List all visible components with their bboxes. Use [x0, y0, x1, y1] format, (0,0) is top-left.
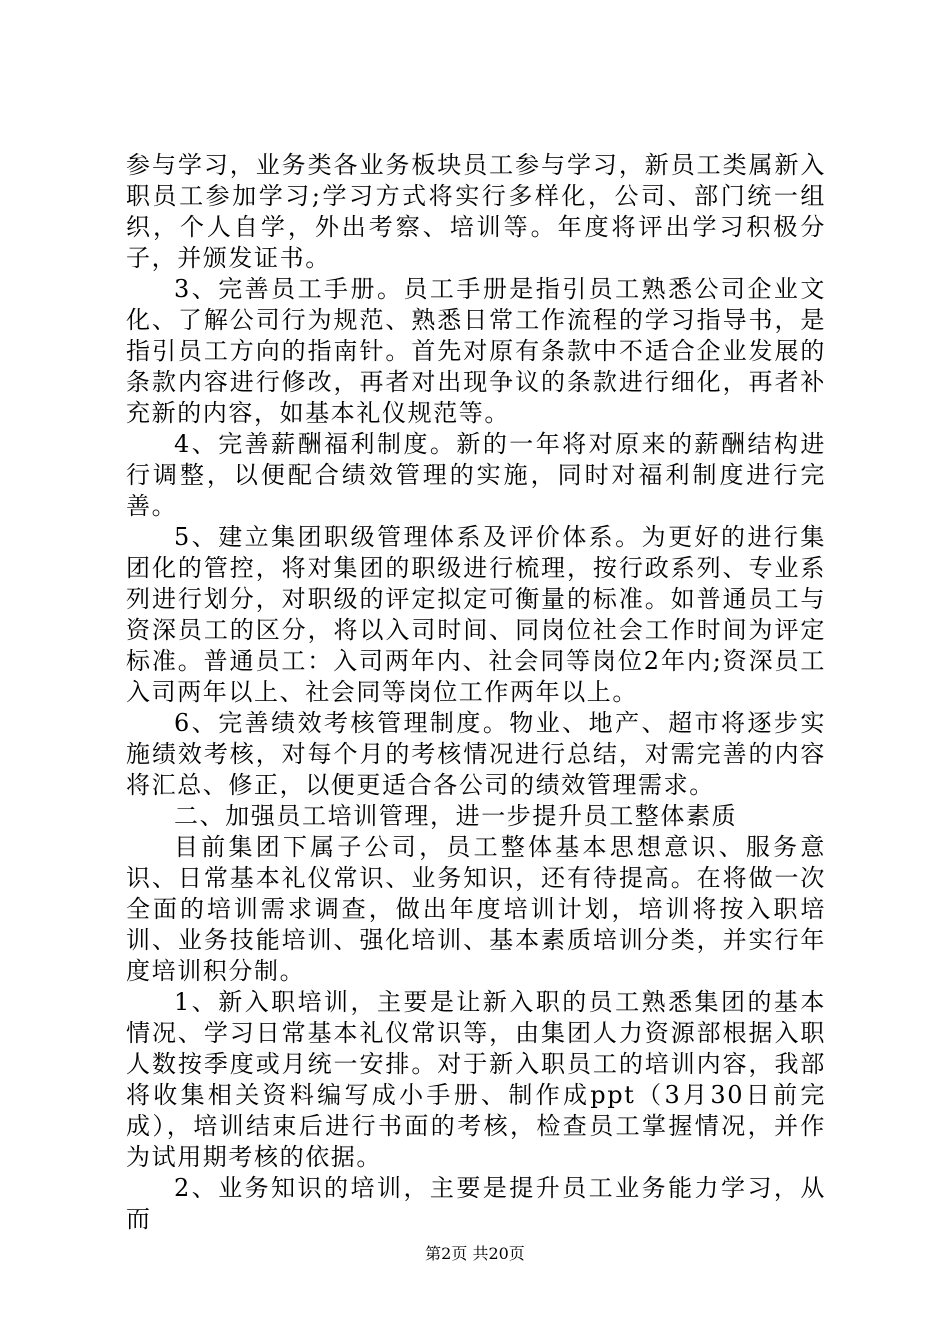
paragraph-employee-handbook: 3、完善员工手册。员工手册是指引员工熟悉公司企业文化、了解公司行为规范、熟悉日常工作流程的学习指导书，是指引员工方向的指南针。首先对原有条款中不适合企业发展的条款内容进行修改，再者对出现争议的条款进行细化，再者补充新的内容，如基本礼仪规范等。 [126, 275, 826, 427]
paragraph-compensation: 4、完善薪酬福利制度。新的一年将对原来的薪酬结构进行调整，以便配合绩效管理的实施，同时对福利制度进行完善。 [126, 430, 826, 520]
paragraph-new-hire-training: 1、新入职培训，主要是让新入职的员工熟悉集团的基本情况、学习日常基本礼仪常识等，由集团人力资源部根据入职人数按季度或月统一安排。对于新入职员工的培训内容，我部将收集相关资料编写成小手册、制作成ppt（3月30日前完成），培训结束后进行书面的考核，检查员工掌握情况，并作为试用期考核的依据。 [126, 988, 826, 1171]
paragraph-rank-system: 5、建立集团职级管理体系及评价体系。为更好的进行集团化的管控，将对集团的职级进行梳理，按行政系列、专业系列进行划分，对职级的评定拟定可衡量的标准。如普通员工与资深员工的区分，将以入司时间、同岗位社会工作时间为评定标准。普通员工：入司两年内、社会同等岗位2年内;资深员工入司两年以上、社会同等岗位工作两年以上。 [126, 523, 826, 706]
paragraph-continuation: 参与学习，业务类各业务板块员工参与学习，新员工类属新入职员工参加学习;学习方式将实行多样化，公司、部门统一组织，个人自学，外出考察、培训等。年度将评出学习积极分子，并颁发证书。 [126, 151, 826, 272]
section-heading-training: 二、加强员工培训管理，进一步提升员工整体素质 [174, 802, 738, 830]
paragraph-performance: 6、完善绩效考核管理制度。物业、地产、超市将逐步实施绩效考核，对每个月的考核情况进行总结，对需完善的内容将汇总、修正，以便更适合各公司的绩效管理需求。 [126, 709, 826, 799]
page-number-footer: 第2页 共20页 [425, 1244, 525, 1263]
document-body [126, 150, 826, 1235]
paragraph-business-training: 2、业务知识的培训，主要是提升员工业务能力学习，从而 [126, 1174, 826, 1233]
paragraph-training-overview: 目前集团下属子公司，员工整体基本思想意识、服务意识、日常基本礼仪常识、业务知识，还有待提高。在将做一次全面的培训需求调查，做出年度培训计划，培训将按入职培训、业务技能培训、强化培训、基本素质培训分类，并实行年度培训积分制。 [126, 833, 826, 985]
